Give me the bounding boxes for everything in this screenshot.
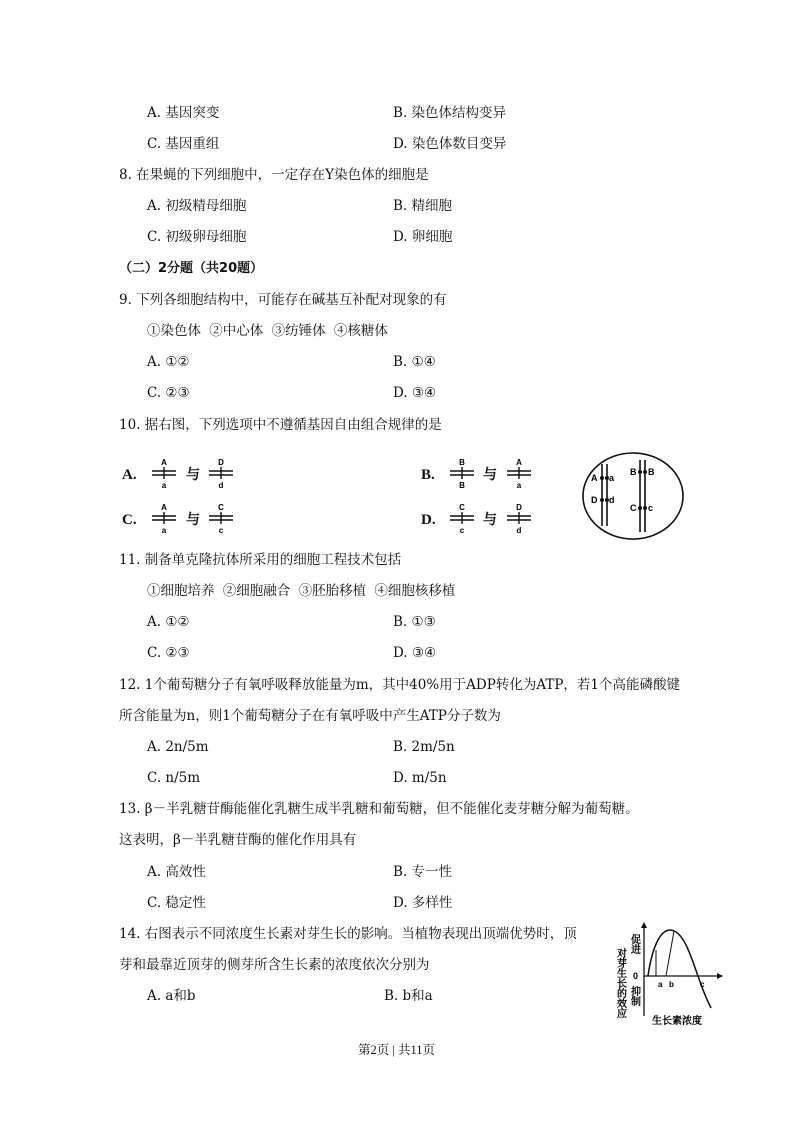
q11-items: ①细胞培养 ②细胞融合 ③胚胎移植 ④细胞核移植 bbox=[147, 583, 456, 599]
q11-option-d: D. ③④ bbox=[393, 645, 437, 661]
graph-point-a: a bbox=[658, 980, 663, 989]
q13-stem-line1: 13. β－半乳糖苷酶能催化乳糖生成半乳糖和葡萄糖，但不能催化麦芽糖分解为葡萄糖。 bbox=[119, 801, 639, 817]
q10-option-d-pair1 bbox=[446, 501, 478, 535]
q10-cell-diagram bbox=[580, 450, 688, 544]
q10-option-b-label: B. bbox=[421, 467, 435, 483]
cell-label-c: c bbox=[648, 503, 654, 513]
graph-curve bbox=[648, 930, 711, 1008]
cell-label-d: d bbox=[609, 495, 615, 505]
q10-option-a-label: A. bbox=[122, 467, 137, 483]
q10-option-c-pair2 bbox=[205, 501, 237, 535]
q14-option-a: A. a和b bbox=[147, 988, 196, 1004]
allele-bottom: a bbox=[161, 526, 167, 535]
q10-connector: 与 bbox=[483, 512, 497, 528]
allele-top: B bbox=[459, 458, 465, 467]
q12-option-b: B. 2m/5n bbox=[393, 739, 455, 755]
q10-connector: 与 bbox=[186, 467, 200, 483]
allele-bottom: a bbox=[516, 481, 522, 490]
allele-bottom: c bbox=[459, 526, 465, 535]
q9-option-c: C. ②③ bbox=[147, 385, 190, 401]
q9-option-d: D. ③④ bbox=[393, 385, 437, 401]
cell-label-D: D bbox=[591, 495, 598, 505]
q10-option-d-pair2 bbox=[503, 501, 535, 535]
q10-option-a-pair1 bbox=[148, 456, 180, 490]
q10-stem: 10. 据右图，下列选项中不遵循基因自由组合规律的是 bbox=[119, 417, 442, 433]
q12-option-d: D. m/5n bbox=[393, 770, 447, 786]
q9-items: ①染色体 ②中心体 ③纺锤体 ④核糖体 bbox=[147, 323, 388, 339]
q14-option-b: B. b和a bbox=[384, 988, 433, 1004]
cell-outline bbox=[583, 453, 683, 539]
allele-top: D bbox=[218, 458, 224, 467]
page-footer: 第2页 | 共11页 bbox=[357, 1043, 436, 1057]
allele-bottom: d bbox=[218, 481, 224, 490]
q7-option-c: C. 基因重组 bbox=[147, 136, 220, 152]
cell-label-A: A bbox=[591, 473, 598, 483]
q8-stem: 8. 在果蝇的下列细胞中，一定存在Y染色体的细胞是 bbox=[119, 167, 429, 183]
q9-option-b: B. ①④ bbox=[393, 354, 436, 370]
q7-option-b: B. 染色体结构变异 bbox=[393, 105, 507, 121]
graph-zero-label: 0 bbox=[633, 971, 639, 981]
q13-option-a: A. 高效性 bbox=[147, 864, 206, 880]
q8-option-b: B. 精细胞 bbox=[393, 198, 453, 214]
q13-stem-line2: 这表明，β－半乳糖苷酶的催化作用具有 bbox=[119, 832, 357, 848]
q10-option-c-pair1 bbox=[148, 501, 180, 535]
allele-top: A bbox=[516, 458, 522, 467]
allele-top: D bbox=[516, 503, 522, 512]
allele-top: A bbox=[161, 503, 167, 512]
graph-point-c: c bbox=[700, 980, 705, 989]
graph-point-b: b bbox=[669, 980, 674, 989]
allele-bottom: a bbox=[161, 481, 167, 490]
q12-option-a: A. 2n/5m bbox=[147, 739, 209, 755]
q10-option-a-pair2 bbox=[205, 456, 237, 490]
q14-auxin-graph bbox=[612, 920, 724, 1030]
cell-label-a: a bbox=[609, 473, 615, 483]
q13-option-d: D. 多样性 bbox=[393, 895, 453, 911]
graph-x-label: 生长素浓度 bbox=[652, 1016, 702, 1027]
q11-option-c: C. ②③ bbox=[147, 645, 190, 661]
allele-bottom: B bbox=[459, 481, 465, 490]
q13-option-c: C. 稳定性 bbox=[147, 895, 206, 911]
q10-connector: 与 bbox=[186, 512, 200, 528]
allele-bottom: d bbox=[516, 526, 522, 535]
q8-option-c: C. 初级卵母细胞 bbox=[147, 229, 247, 245]
allele-top: C bbox=[459, 503, 465, 512]
q11-stem: 11. 制备单克隆抗体所采用的细胞工程技术包括 bbox=[119, 552, 402, 568]
graph-inhibit-label: 抑制 bbox=[628, 986, 640, 1006]
q10-option-b-pair2 bbox=[503, 456, 535, 490]
q10-option-d-label: D. bbox=[421, 512, 436, 528]
q9-option-a: A. ①② bbox=[147, 354, 190, 370]
q9-stem: 9. 下列各细胞结构中，可能存在碱基互补配对现象的有 bbox=[119, 292, 447, 308]
cell-label-B-left: B bbox=[630, 467, 637, 477]
graph-promote-label: 促进 bbox=[628, 934, 640, 954]
q8-option-d: D. 卵细胞 bbox=[393, 229, 453, 245]
q7-option-d: D. 染色体数目变异 bbox=[393, 136, 507, 152]
q11-option-a: A. ①② bbox=[147, 614, 190, 630]
q13-option-b: B. 专一性 bbox=[393, 864, 453, 880]
q7-option-a: A. 基因突变 bbox=[147, 105, 220, 121]
q10-connector: 与 bbox=[483, 467, 497, 483]
q11-option-b: B. ①③ bbox=[393, 614, 436, 630]
q10-option-b-pair1 bbox=[446, 456, 478, 490]
section-title: （二）2分题（共20题） bbox=[119, 261, 264, 276]
q8-option-a: A. 初级精母细胞 bbox=[147, 198, 247, 214]
allele-top: C bbox=[218, 503, 224, 512]
q14-stem-line2: 芽和最靠近顶芽的侧芽所含生长素的浓度依次分别为 bbox=[119, 957, 430, 973]
graph-y-label: 对芽生长的效应 bbox=[614, 948, 626, 1018]
cell-label-B-right: B bbox=[648, 467, 655, 477]
q12-stem-line2: 所含能量为n，则1个葡萄糖分子在有氧呼吸中产生ATP分子数为 bbox=[119, 708, 501, 724]
q12-option-c: C. n/5m bbox=[147, 770, 201, 786]
q12-stem-line1: 12. 1个葡萄糖分子有氧呼吸释放能量为m，其中40%用于ADP转化为ATP，若1个高能磷酸键 bbox=[119, 677, 681, 693]
allele-top: A bbox=[161, 458, 167, 467]
q10-option-c-label: C. bbox=[122, 512, 137, 528]
cell-label-C: C bbox=[630, 503, 637, 513]
allele-bottom: c bbox=[218, 526, 224, 535]
q14-stem-line1: 14. 右图表示不同浓度生长素对芽生长的影响。当植物表现出顶端优势时，顶 bbox=[119, 926, 577, 942]
